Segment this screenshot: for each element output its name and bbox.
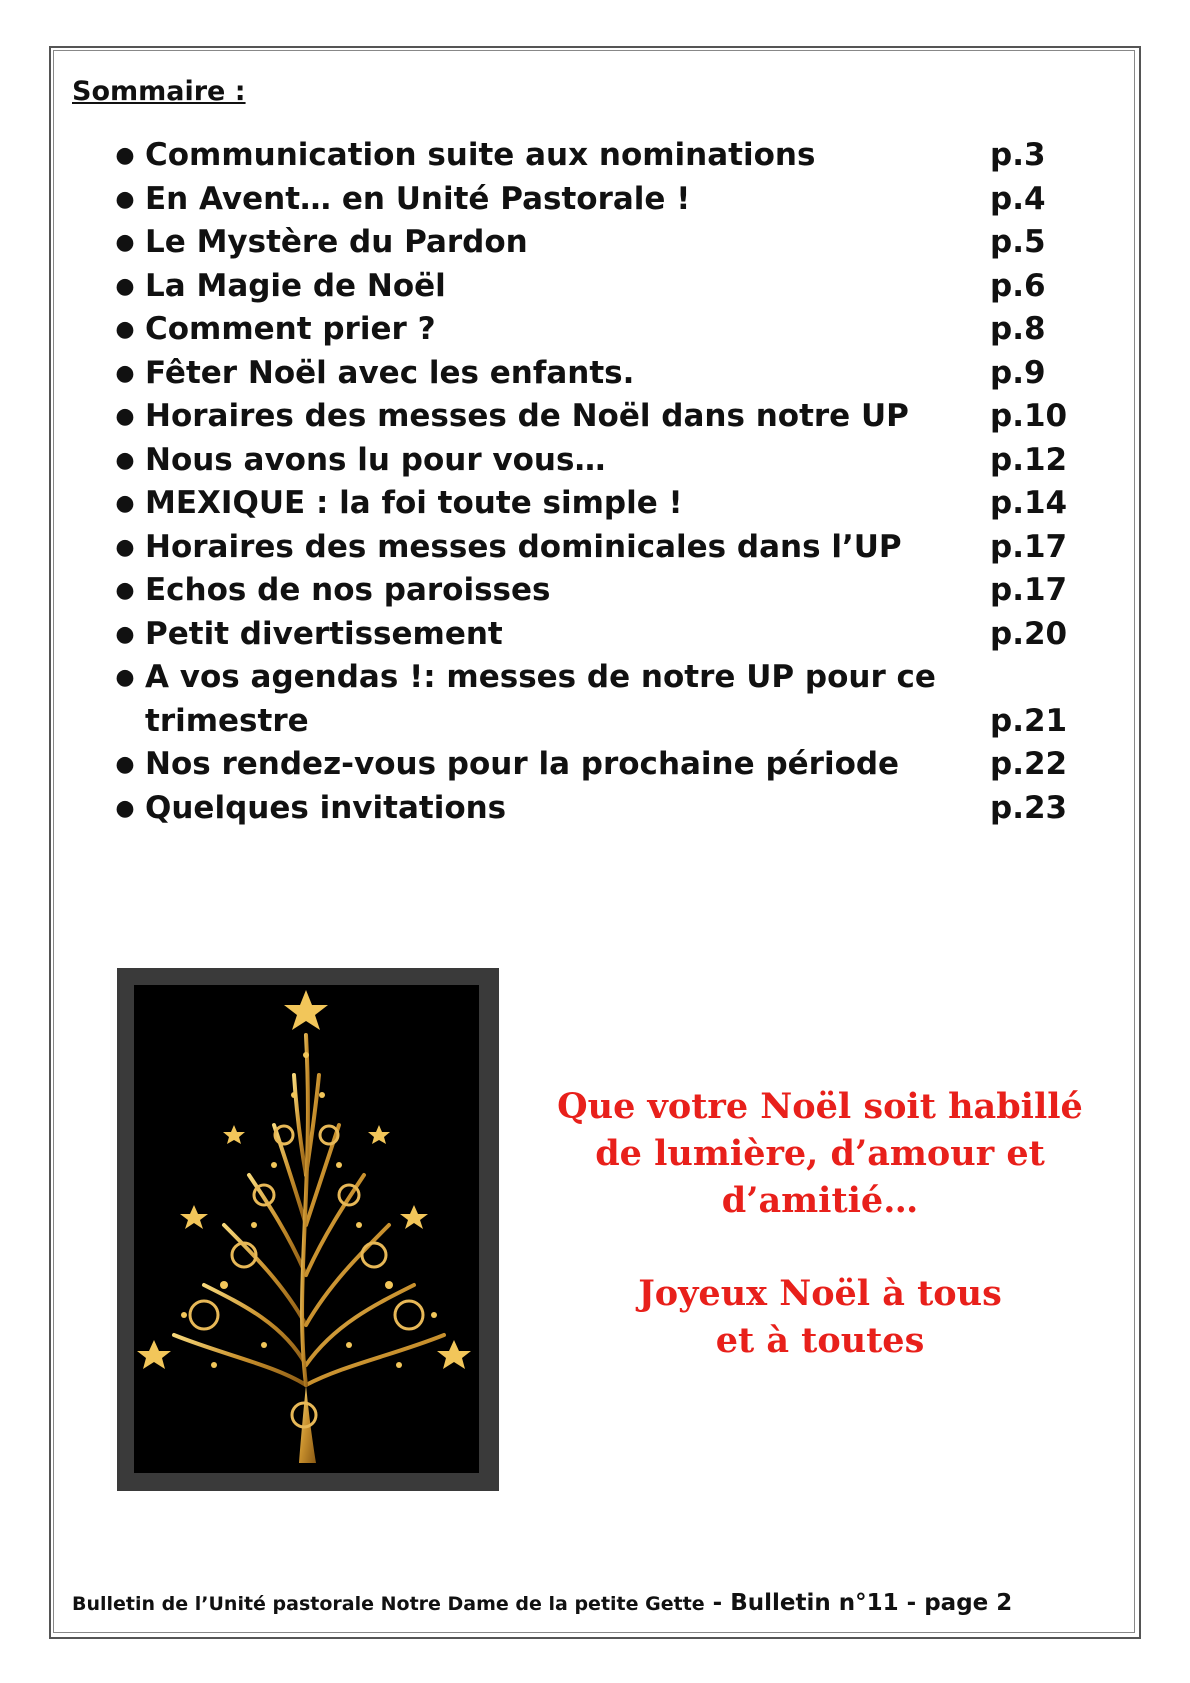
bullet-icon: ● xyxy=(115,665,135,690)
toc-item: ● Horaires des messes de Noël dans notre UP p.10 xyxy=(112,395,1072,439)
christmas-tree-image xyxy=(117,968,499,1491)
bullet-icon: ● xyxy=(115,752,135,777)
bullet-icon: ● xyxy=(115,404,135,429)
toc-item: ● Nous avons lu pour vous… p.12 xyxy=(112,439,1072,483)
wish-line: d’amitié… xyxy=(721,1180,919,1221)
bullet-icon: ● xyxy=(115,621,135,647)
wish-line: de lumière, d’amour et xyxy=(595,1133,1045,1174)
bullet-icon: ● xyxy=(115,578,135,603)
table-of-contents xyxy=(112,134,1072,830)
bullet-icon: ● xyxy=(115,230,135,255)
toc-item: ● Quelques invitations p.23 xyxy=(112,787,1072,831)
christmas-tree-icon xyxy=(134,985,479,1473)
page-title: Sommaire : xyxy=(72,76,246,107)
wish-line: Que votre Noël soit habillé xyxy=(557,1086,1083,1127)
wish-line: Joyeux Noël à tous xyxy=(638,1273,1002,1314)
toc-item: ● A vos agendas !: messes de notre UP pour ce trimestre p.21 xyxy=(112,656,1072,743)
bullet-icon: ● xyxy=(115,795,135,821)
toc-item: ● Le Mystère du Pardon p.5 xyxy=(112,221,1072,265)
toc-item: ● Fêter Noël avec les enfants. p.9 xyxy=(112,352,1072,396)
bullet-icon: ● xyxy=(115,534,135,560)
bullet-icon: ● xyxy=(115,273,135,299)
bullet-icon: ● xyxy=(115,491,135,516)
toc-item: ● La Magie de Noël p.6 xyxy=(112,265,1072,309)
page-footer xyxy=(72,1590,1012,1616)
bullet-icon: ● xyxy=(115,143,135,168)
bullet-icon: ● xyxy=(115,360,135,386)
toc-item: ● Echos de nos paroisses p.17 xyxy=(112,569,1072,613)
wish-line: et à toutes xyxy=(715,1320,925,1361)
toc-item: ● Nos rendez-vous pour la prochaine période p.22 xyxy=(112,743,1072,787)
toc-item: ● Communication suite aux nominations p.3 xyxy=(112,134,1072,178)
toc-item: ● MEXIQUE : la foi toute simple ! p.14 xyxy=(112,482,1072,526)
toc-item: ● Horaires des messes dominicales dans l’UP p.17 xyxy=(112,526,1072,570)
bullet-icon: ● xyxy=(115,317,135,342)
bullet-icon: ● xyxy=(115,447,135,473)
footer-left: Bulletin de l’Unité pastorale Notre Dame de la petite Gette xyxy=(72,1593,705,1615)
footer-right: - Bulletin n°11 - page 2 xyxy=(704,1590,1013,1616)
toc-item: ● En Avent… en Unité Pastorale ! p.4 xyxy=(112,178,1072,222)
bullet-icon: ● xyxy=(115,186,135,212)
toc-item: ● Comment prier ? p.8 xyxy=(112,308,1072,352)
toc-item: ● Petit divertissement p.20 xyxy=(112,613,1072,657)
